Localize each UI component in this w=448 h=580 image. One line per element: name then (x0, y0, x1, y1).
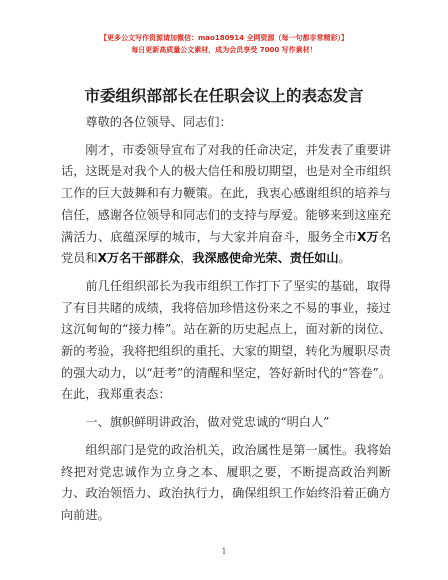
page-number: 1 (221, 547, 227, 556)
section-heading-1: 一、旗帜鲜明讲政治，做对党忠诚的“明白人” (85, 415, 330, 430)
document-body (61, 112, 391, 527)
cadre-count: X万名干部群众 (97, 251, 181, 266)
promo-banner-line-1: 【更多公文写作资源请加微信：mao180914 全网资源（每一句都非常精彩）】 (100, 34, 348, 42)
paragraph-1 (61, 140, 391, 270)
document-title: 市委组织部部长在任职会议上的表态发言 (84, 87, 364, 105)
paragraph-1-end: 。 (338, 251, 351, 266)
salutation: 尊敬的各位领导、同志们： (85, 115, 232, 129)
paragraph-1-comma: ， (180, 251, 193, 266)
mission-statement: 我深感使命光荣、责任如山 (192, 251, 339, 266)
paragraph-1-text-2: 名党员和 (61, 229, 391, 266)
party-member-count: X万 (356, 229, 379, 244)
paragraph-3: 组织部门是党的政治机关，政治属性是第一属性。我将始终把对党忠诚作为立身之本、履职之要，不断提高政治判断力、政治领悟力、政治执行力，确保组织工作始终沿着正确方向前进。 (61, 442, 391, 522)
promo-banner-line-2: 每日更新高质量公文素材，成为会员享受 7000 写作素材！ (131, 46, 317, 54)
paragraph-2: 前几任组织部长为我市组织工作打下了坚实的基础，取得了有目共睹的成绩，我将倍加珍惜这份来之不易的事业，接过这沉甸甸的“接力棒”。站在新的历史起点上，面对新的岗位、新的考验，我将把组织的重托、大家的期望，转化为履职尽责的强大动力，以“赶考”的清醒和坚定，答好新时代的“答卷”。在此，我郑重表态： (61, 278, 391, 402)
paragraph-1-text: 刚才，市委领导宣布了对我的任命决定，并发表了重要讲话，这既是对我个人的极大信任和殷切期望，也是对全市组织工作的巨大鼓舞和有力鞭策。在此，我衷心感谢组织的培养与信任，感谢各位领导和同志们的支持与厚爱。能够来到这座充满活力、底蕴深厚的城市，与大家并肩奋斗，服务全市 (61, 142, 391, 244)
